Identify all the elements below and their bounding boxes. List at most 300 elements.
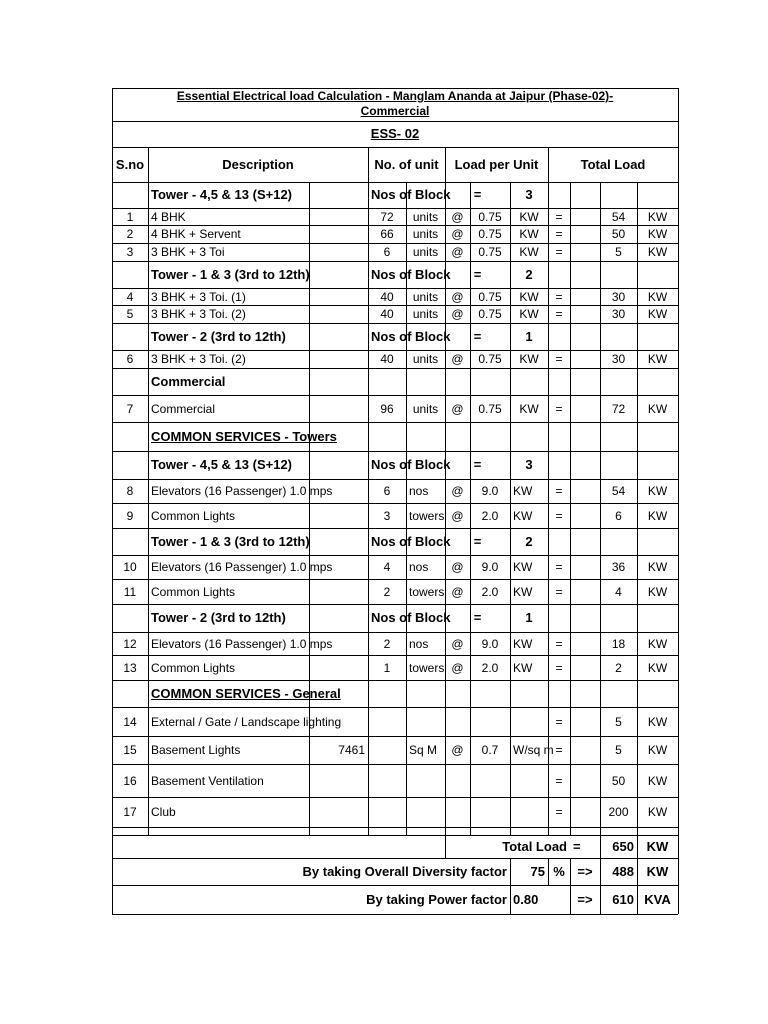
row-total-unit: KW	[647, 508, 668, 523]
row-unit: nos	[409, 484, 429, 498]
row-total: 2	[615, 660, 622, 675]
grid-line	[570, 395, 571, 422]
grid-line	[309, 655, 310, 680]
row-total: 5	[615, 245, 622, 259]
row-equals: =	[555, 773, 563, 788]
row-description: 3 BHK + 3 Toi	[151, 245, 225, 259]
grid-line	[570, 182, 571, 208]
row-load: 0.75	[478, 227, 502, 241]
grid-line	[309, 579, 310, 604]
row-load: 0.75	[478, 307, 502, 321]
row-qty: 6	[383, 245, 391, 259]
grid-line	[112, 121, 678, 122]
row-unit: units	[412, 227, 439, 241]
row-unit: units	[412, 245, 439, 259]
grid-line	[309, 736, 310, 764]
grid-line	[406, 632, 407, 655]
power-factor-arrow: =>	[577, 891, 593, 907]
row-load: 0.7	[481, 743, 499, 757]
grid-line	[309, 305, 310, 323]
row-load: 0.75	[478, 289, 502, 304]
grid-line	[600, 451, 601, 479]
nos-of-block-label: Nos of Block	[371, 266, 451, 282]
grid-line	[406, 368, 407, 395]
row-equals: =	[555, 209, 563, 224]
row-equals: =	[555, 245, 563, 259]
row-load-unit: KW	[513, 484, 533, 498]
row-total-unit: KW	[647, 227, 668, 241]
row-at: @	[451, 401, 464, 416]
grid-line	[112, 147, 678, 148]
grid-line	[112, 632, 678, 633]
row-total-unit: KW	[647, 714, 668, 729]
row-total-unit: KW	[647, 209, 668, 224]
block-count: 1	[525, 610, 533, 625]
grid-line	[112, 914, 678, 915]
grid-line	[510, 368, 511, 395]
grid-line	[406, 655, 407, 680]
grid-line	[600, 528, 601, 555]
row-description: Elevators (16 Passenger) 1.0 mps	[151, 636, 333, 651]
row-load-unit: KW	[519, 307, 539, 321]
grid-line	[112, 422, 678, 423]
grid-line	[470, 764, 471, 797]
grid-line	[309, 827, 310, 835]
grid-line	[445, 707, 446, 736]
row-sno: 2	[126, 227, 134, 241]
row-load-unit: KW	[513, 584, 533, 599]
row-qty: 2	[383, 584, 391, 599]
group-heading: Commercial	[151, 373, 226, 389]
grid-line	[570, 305, 571, 323]
group-heading: COMMON SERVICES - General	[151, 685, 341, 701]
grid-line	[570, 827, 571, 835]
grid-line	[600, 604, 601, 632]
row-qty: 72	[380, 209, 394, 224]
grid-line	[112, 479, 678, 480]
row-at: @	[451, 245, 464, 259]
grid-line	[570, 208, 571, 225]
grid-line	[406, 736, 407, 764]
grid-line	[510, 858, 511, 914]
grid-line	[510, 503, 511, 528]
grid-line	[148, 147, 149, 827]
grid-line	[637, 604, 638, 632]
section-equals: =	[473, 266, 482, 282]
grid-line	[112, 323, 678, 324]
row-sno: 10	[123, 560, 137, 574]
grid-line	[470, 707, 471, 736]
grid-line	[309, 182, 310, 208]
row-qty: 40	[380, 289, 394, 304]
grid-line	[637, 451, 638, 479]
grid-line	[637, 422, 638, 451]
grid-line	[570, 323, 571, 350]
row-sno: 6	[126, 352, 134, 366]
grid-line	[445, 827, 446, 835]
row-at: @	[451, 636, 464, 651]
group-heading: COMMON SERVICES - Towers	[151, 428, 337, 444]
row-description: Basement Ventilation	[151, 773, 264, 788]
grid-line	[510, 827, 511, 835]
section-title: Tower - 2 (3rd to 12th)	[151, 610, 286, 625]
grid-line	[406, 503, 407, 528]
row-unit: nos	[409, 636, 429, 651]
grid-line	[548, 422, 549, 451]
row-load-unit: KW	[519, 289, 539, 304]
row-total: 6	[615, 508, 622, 523]
row-total: 4	[615, 584, 622, 599]
row-load-unit: KW	[519, 209, 539, 224]
grid-line	[570, 261, 571, 288]
grid-line	[570, 528, 571, 555]
row-equals: =	[555, 660, 563, 675]
row-sno: 14	[123, 714, 137, 729]
row-area: 7461	[338, 743, 365, 757]
row-at: @	[451, 660, 464, 675]
row-equals: =	[555, 636, 563, 651]
grid-line	[309, 797, 310, 827]
grid-line	[445, 680, 446, 707]
grid-line	[600, 368, 601, 395]
row-load: 0.75	[478, 245, 502, 259]
row-equals: =	[555, 584, 563, 599]
row-sno: 3	[126, 245, 134, 259]
row-total-unit: KW	[647, 307, 668, 321]
row-description: 4 BHK	[151, 209, 186, 224]
row-qty: 2	[383, 636, 391, 651]
grid-line	[148, 827, 149, 835]
row-load: 2.0	[481, 584, 499, 599]
grid-line	[570, 243, 571, 261]
grid-line	[445, 147, 446, 182]
row-equals: =	[555, 805, 563, 819]
row-load: 0.75	[478, 352, 502, 366]
diversity-percent: %	[553, 863, 565, 879]
row-total-unit: KW	[647, 560, 668, 574]
grid-line	[570, 555, 571, 579]
section-equals: =	[473, 533, 482, 549]
grid-line	[570, 655, 571, 680]
grid-line	[548, 182, 549, 208]
diversity-unit: KW	[646, 863, 669, 879]
row-qty: 40	[380, 307, 394, 321]
power-factor-unit: KVA	[644, 891, 671, 907]
row-load: 9.0	[481, 484, 499, 498]
row-unit: towers	[409, 660, 445, 675]
row-sno: 16	[123, 773, 137, 788]
row-unit: nos	[409, 560, 429, 574]
grid-line	[112, 182, 678, 183]
row-load-unit: KW	[513, 560, 533, 574]
grid-line	[510, 579, 511, 604]
row-description: 3 BHK + 3 Toi. (1)	[151, 289, 246, 304]
power-factor-value: 0.80	[513, 891, 539, 907]
grid-line	[510, 680, 511, 707]
power-factor-result: 610	[612, 891, 634, 907]
row-total: 50	[611, 773, 626, 788]
row-description: Elevators (16 Passenger) 1.0 mps	[151, 560, 333, 574]
grid-line	[600, 827, 601, 835]
grid-line	[637, 528, 638, 555]
grid-line	[406, 707, 407, 736]
grid-line	[112, 225, 678, 226]
grid-line	[470, 680, 471, 707]
row-load-unit: W/sq m	[513, 743, 554, 757]
grid-line	[570, 422, 571, 451]
grid-line	[309, 350, 310, 368]
row-description: Club	[151, 805, 176, 819]
grid-line	[309, 225, 310, 243]
nos-of-block-label: Nos of Block	[371, 533, 451, 549]
row-equals: =	[555, 289, 563, 304]
total-load-value: 650	[612, 838, 634, 854]
nos-of-block-label: Nos of Block	[371, 328, 451, 344]
row-equals: =	[555, 307, 563, 321]
ess-label: ESS- 02	[370, 126, 420, 141]
row-unit: units	[412, 307, 439, 321]
row-total: 18	[611, 636, 626, 651]
row-total: 30	[611, 307, 626, 321]
grid-line	[510, 707, 511, 736]
grid-line	[406, 422, 407, 451]
row-load-unit: KW	[519, 227, 539, 241]
row-unit: units	[412, 352, 439, 366]
row-load-unit: KW	[519, 245, 539, 259]
row-total: 5	[615, 743, 622, 757]
header-load: Load per Unit	[454, 156, 539, 172]
grid-line	[406, 555, 407, 579]
row-at: @	[451, 484, 464, 498]
grid-line	[406, 680, 407, 707]
header-total: Total Load	[580, 156, 646, 172]
block-count: 3	[525, 457, 533, 472]
grid-line	[570, 579, 571, 604]
grid-line	[309, 288, 310, 305]
grid-line	[570, 503, 571, 528]
row-description: 4 BHK + Servent	[151, 227, 241, 241]
grid-line	[548, 604, 549, 632]
row-load-unit: KW	[519, 352, 539, 366]
row-qty: 96	[380, 401, 394, 416]
grid-line	[445, 797, 446, 827]
row-total-unit: KW	[647, 401, 668, 416]
grid-line	[510, 764, 511, 797]
grid-line	[548, 528, 549, 555]
total-load-unit: KW	[646, 838, 669, 854]
grid-line	[112, 555, 678, 556]
grid-line	[510, 479, 511, 503]
grid-line	[600, 261, 601, 288]
row-equals: =	[555, 508, 563, 523]
row-load-unit: KW	[513, 636, 533, 651]
grid-line	[112, 243, 678, 244]
block-count: 2	[525, 533, 533, 549]
row-sno: 8	[126, 484, 134, 498]
row-unit: units	[412, 289, 439, 304]
grid-line	[637, 680, 638, 707]
power-factor-label: By taking Power factor	[366, 891, 507, 907]
grid-line	[445, 764, 446, 797]
sheet-title: Essential Electrical load Calculation - Manglam Ananda at Jaipur (Phase-02)-	[176, 89, 614, 103]
row-at: @	[451, 307, 464, 321]
row-description: Commercial	[151, 401, 216, 416]
row-equals: =	[555, 743, 563, 757]
row-description: 3 BHK + 3 Toi. (2)	[151, 307, 246, 321]
section-title: Tower - 2 (3rd to 12th)	[151, 328, 286, 344]
diversity-result: 488	[612, 863, 634, 879]
grid-line	[510, 555, 511, 579]
row-load-unit: KW	[513, 660, 533, 675]
row-at: @	[451, 227, 464, 241]
grid-line	[309, 323, 310, 350]
row-qty: 1	[383, 660, 391, 675]
total-load-label: Total Load	[502, 838, 567, 854]
grid-line	[548, 261, 549, 288]
row-description: Common Lights	[151, 660, 236, 675]
grid-line	[678, 88, 679, 914]
row-at: @	[451, 352, 464, 366]
grid-line	[600, 182, 601, 208]
grid-line	[309, 764, 310, 797]
header-nos: No. of unit	[374, 156, 439, 172]
section-equals: =	[473, 187, 482, 202]
grid-line	[637, 323, 638, 350]
grid-line	[510, 632, 511, 655]
grid-line	[548, 451, 549, 479]
grid-line	[570, 707, 571, 736]
grid-line	[112, 261, 678, 262]
row-unit: units	[412, 209, 439, 224]
grid-line	[600, 323, 601, 350]
diversity-value: 75	[530, 863, 545, 879]
grid-line	[570, 797, 571, 827]
header-description: Description	[222, 156, 294, 172]
row-load: 9.0	[481, 636, 499, 651]
row-total-unit: KW	[647, 352, 668, 366]
row-total-unit: KW	[647, 636, 668, 651]
grid-line	[112, 350, 678, 351]
grid-line	[112, 764, 678, 765]
grid-line	[637, 368, 638, 395]
row-load: 2.0	[481, 508, 499, 523]
grid-line	[570, 604, 571, 632]
section-title: Tower - 4,5 & 13 (S+12)	[151, 187, 293, 202]
row-description: Common Lights	[151, 508, 236, 523]
row-description: External / Gate / Landscape lighting	[151, 714, 342, 729]
grid-line	[309, 451, 310, 479]
header-sno: S.no	[115, 156, 145, 172]
grid-line	[570, 680, 571, 707]
row-qty: 3	[383, 508, 391, 523]
grid-line	[548, 323, 549, 350]
grid-line	[570, 764, 571, 797]
grid-line	[510, 422, 511, 451]
grid-line	[548, 680, 549, 707]
row-description: Common Lights	[151, 584, 236, 599]
row-sno: 4	[126, 289, 134, 304]
row-total: 50	[611, 227, 626, 241]
row-load: 2.0	[481, 660, 499, 675]
block-count: 3	[525, 187, 533, 202]
grid-line	[406, 579, 407, 604]
grid-line	[309, 604, 310, 632]
row-description: 3 BHK + 3 Toi. (2)	[151, 352, 246, 366]
row-load-unit: KW	[513, 508, 533, 523]
row-qty: 40	[380, 352, 394, 366]
grid-line	[112, 885, 678, 886]
grid-line	[510, 797, 511, 827]
row-equals: =	[555, 401, 563, 416]
grid-line	[112, 797, 678, 798]
row-total-unit: KW	[647, 660, 668, 675]
row-at: @	[451, 560, 464, 574]
grid-line	[637, 261, 638, 288]
grid-line	[510, 655, 511, 680]
grid-line	[470, 797, 471, 827]
grid-line	[406, 797, 407, 827]
grid-line	[112, 680, 678, 681]
grid-line	[406, 479, 407, 503]
section-title: Tower - 4,5 & 13 (S+12)	[151, 457, 293, 472]
grid-line	[112, 835, 678, 836]
row-sno: 17	[123, 805, 137, 819]
sheet-title-cont: Commercial	[360, 104, 430, 118]
row-total: 36	[611, 560, 626, 574]
row-total-unit: KW	[647, 484, 668, 498]
grid-line	[309, 395, 310, 422]
row-at: @	[451, 584, 464, 599]
grid-line	[112, 395, 678, 396]
row-sno: 13	[123, 660, 137, 675]
block-count: 2	[525, 266, 533, 282]
block-count: 1	[525, 328, 533, 344]
row-unit: towers	[409, 508, 445, 523]
total-load-equals: =	[573, 838, 581, 854]
grid-line	[112, 579, 678, 580]
row-total: 200	[608, 805, 629, 819]
row-total-unit: KW	[647, 584, 668, 599]
row-load: 0.75	[478, 401, 502, 416]
row-at: @	[451, 743, 464, 757]
row-unit: towers	[409, 584, 445, 599]
grid-line	[570, 225, 571, 243]
row-unit: units	[412, 401, 439, 416]
row-total: 54	[611, 209, 626, 224]
row-sno: 15	[123, 743, 137, 757]
grid-line	[112, 451, 678, 452]
nos-of-block-label: Nos of Block	[371, 610, 451, 625]
grid-line	[570, 479, 571, 503]
row-total-unit: KW	[647, 805, 668, 819]
row-equals: =	[555, 227, 563, 241]
row-at: @	[451, 209, 464, 224]
grid-line	[445, 422, 446, 451]
grid-line	[637, 182, 638, 208]
grid-line	[470, 827, 471, 835]
grid-line	[309, 208, 310, 225]
row-equals: =	[555, 352, 563, 366]
section-title: Tower - 1 & 3 (3rd to 12th)	[151, 266, 310, 282]
row-at: @	[451, 508, 464, 523]
section-equals: =	[473, 457, 482, 472]
row-sno: 11	[123, 584, 137, 599]
row-qty: 6	[383, 484, 391, 498]
diversity-arrow: =>	[577, 863, 593, 879]
grid-line	[570, 368, 571, 395]
row-total-unit: KW	[647, 289, 668, 304]
row-sno: 7	[126, 401, 134, 416]
